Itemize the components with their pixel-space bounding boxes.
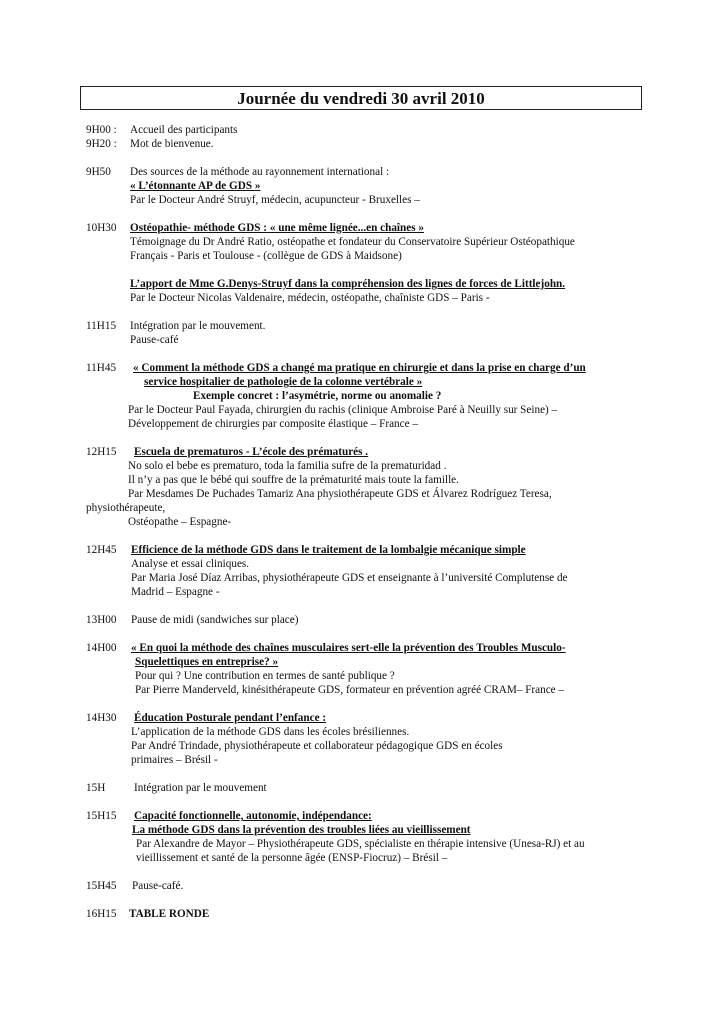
time-label: 9H00 :	[86, 124, 117, 136]
session-title: Ostéopathie- méthode GDS : « une même lignée...en chaînes »	[130, 222, 424, 234]
time-label: 14H30	[86, 712, 117, 724]
session-title: « L’étonnante AP de GDS »	[130, 180, 261, 192]
speaker-line: Développement de chirurgies par composite élastique – France –	[128, 418, 418, 430]
speaker-line: Français - Paris et Toulouse - (collègue de GDS à Maidsone)	[130, 250, 402, 262]
speaker-line: Par Mesdames De Puchades Tamariz Ana physiothérapeute GDS et Álvarez Rodríguez Teresa,	[128, 488, 552, 500]
session-title: « Comment la méthode GDS a changé ma pratique en chirurgie et dans la prise en charge d’un	[133, 362, 586, 374]
speaker-line: Par Pierre Manderveld, kinésithérapeute GDS, formateur en prévention agréé CRAM– France –	[135, 684, 565, 696]
session-subtitle: Exemple concret : l’asymétrie, norme ou anomalie ?	[193, 390, 442, 402]
speaker-line: Ostéopathe – Espagne-	[128, 516, 232, 528]
session-title: Escuela de prematuros - L’école des prématurés .	[134, 446, 369, 458]
page-title: Journée du vendredi 30 avril 2010	[80, 86, 642, 110]
speaker-line: Par André Trindade, physiothérapeute et collaborateur pédagogique GDS en écoles	[131, 740, 503, 752]
speaker-line: vieillissement et santé de la personne âgée (ENSP-Fiocruz) – Brésil –	[136, 852, 448, 864]
session-title: « En quoi la méthode des chaînes musculaires sert-elle la prévention des Troubles Musculo-	[131, 642, 566, 654]
session-title: service hospitalier de pathologie de la colonne vertébrale »	[144, 376, 423, 388]
speaker-line: Par le Docteur Paul Fayada, chirurgien du rachis (clinique Ambroise Paré à Neuilly sur Seine) –	[128, 404, 558, 416]
time-label: 11H45	[86, 362, 117, 374]
program-line: Intégration par le mouvement	[134, 782, 267, 794]
speaker-line: Par le Docteur André Struyf, médecin, acupuncteur - Bruxelles –	[130, 194, 420, 206]
session-title: Efficience de la méthode GDS dans le traitement de la lombalgie mécanique simple	[131, 544, 526, 556]
time-label: 12H15	[86, 446, 117, 458]
time-label: 11H15	[86, 320, 117, 332]
program-line: Pause-café.	[132, 880, 184, 892]
time-label: 15H45	[86, 880, 117, 892]
program-line: Mot de bienvenue.	[130, 138, 214, 150]
time-label: 15H15	[86, 810, 117, 822]
program-line: Il n’y a pas que le bébé qui souffre de la prématurité mais toute la famille.	[128, 474, 459, 486]
session-title: L’apport de Mme G.Denys-Struyf dans la compréhension des lignes de forces de Littlejohn.	[130, 278, 566, 290]
session-title: TABLE RONDE	[129, 908, 210, 920]
time-label: 13H00	[86, 614, 117, 626]
speaker-line: Par Maria José Díaz Arribas, physiothérapeute GDS et enseignante à l’université Complutense de	[131, 572, 568, 584]
session-title: Capacité fonctionnelle, autonomie, indépendance:	[134, 810, 372, 822]
program-line: No solo el bebe es prematuro, toda la familia sufre de la prematuridad .	[128, 460, 447, 472]
program-line: L’application de la méthode GDS dans les écoles brésiliennes.	[131, 726, 410, 738]
time-label: 10H30	[86, 222, 117, 234]
speaker-line: Par Alexandre de Mayor – Physiothérapeute GDS, spécialiste en thérapie intensive (Unesa-RJ) et au	[136, 838, 585, 850]
program-line: Pause de midi (sandwiches sur place)	[131, 614, 299, 626]
session-title: Squelettiques en entreprise? »	[135, 656, 279, 668]
speaker-line: Témoignage du Dr André Ratio, ostéopathe et fondateur du Conservatoire Supérieur Ostéopathique	[130, 236, 575, 248]
program-line: Intégration par le mouvement.	[130, 320, 266, 332]
time-label: 9H50	[86, 166, 111, 178]
speaker-line: Madrid – Espagne -	[131, 586, 220, 598]
time-label: 16H15	[86, 908, 117, 920]
program-line: Accueil des participants	[130, 124, 238, 136]
program-line: Pause-café	[130, 334, 179, 346]
time-label: 15H	[86, 782, 106, 794]
session-title: Éducation Posturale pendant l’enfance :	[134, 712, 327, 724]
program-line: Pour qui ? Une contribution en termes de santé publique ?	[135, 670, 395, 682]
speaker-line: primaires – Brésil -	[131, 754, 218, 766]
session-title: La méthode GDS dans la prévention des troubles liées au vieillissement	[132, 824, 471, 836]
program-line: Des sources de la méthode au rayonnement international :	[130, 166, 390, 178]
program-line: Analyse et essai cliniques.	[131, 558, 250, 570]
time-label: 9H20 :	[86, 138, 117, 150]
speaker-line: physiothérapeute,	[86, 502, 166, 514]
time-label: 12H45	[86, 544, 117, 556]
speaker-line: Par le Docteur Nicolas Valdenaire, médecin, ostéopathe, chaîniste GDS – Paris -	[130, 292, 490, 304]
time-label: 14H00	[86, 642, 117, 654]
